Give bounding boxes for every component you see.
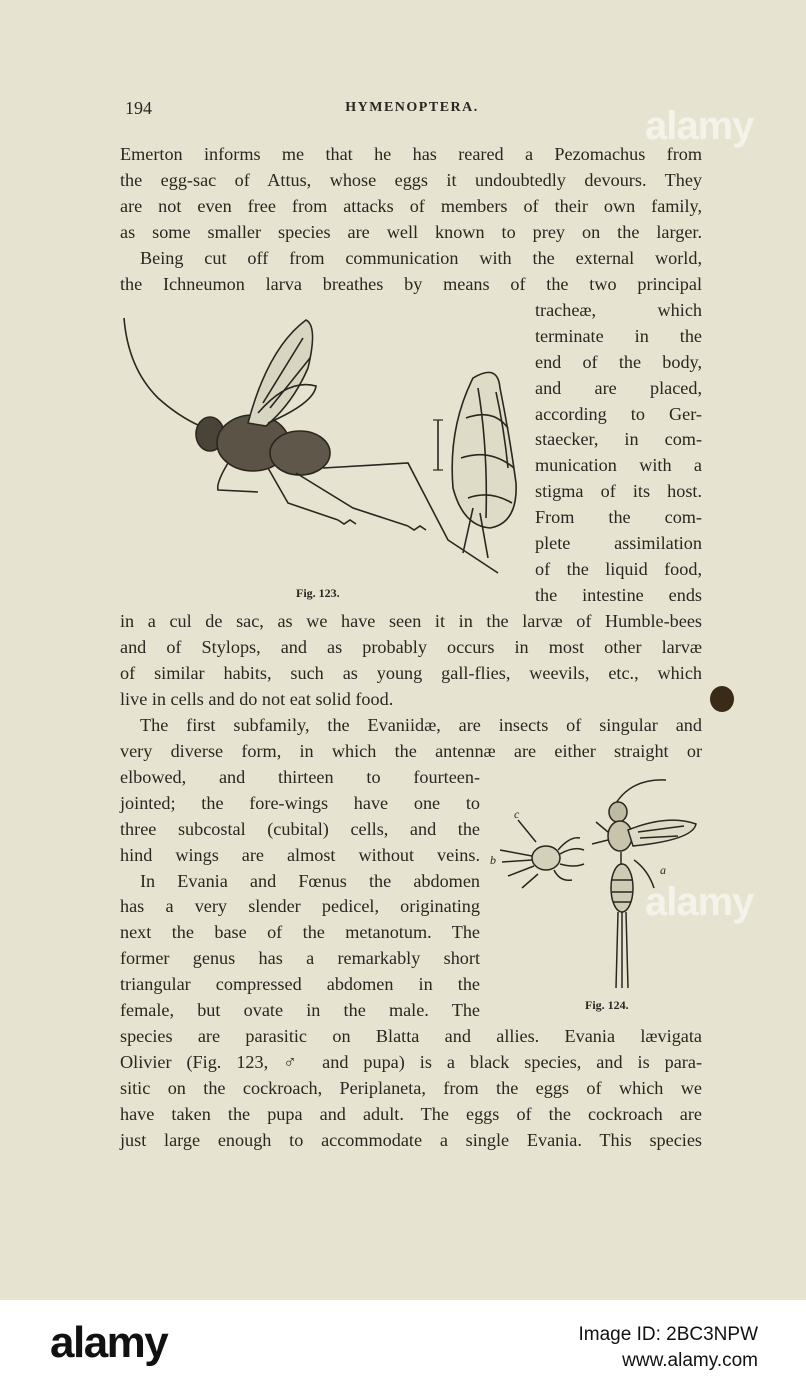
- text-line: the intestine ends: [535, 584, 702, 605]
- figure-124-label-a: a: [660, 863, 666, 877]
- text-line: In Evania and Fœnus the abdomen: [140, 870, 480, 891]
- figure-123-evania-illustration: [118, 308, 528, 583]
- figure-124-label-c: c: [514, 807, 520, 821]
- text-line: female, but ovate in the male. The: [120, 1000, 480, 1021]
- text-line: are not even free from attacks of members of their own family,: [120, 195, 702, 216]
- text-line: sitic on the cockroach, Periplaneta, from the eggs of which we: [120, 1077, 702, 1098]
- footer-credits: [579, 1322, 759, 1374]
- text-line: species are parasitic on Blatta and allies. Evania lævigata: [120, 1026, 702, 1046]
- text-line: Emerton informs me that he has reared a Pezomachus from: [120, 144, 702, 164]
- paragraph-evaniidae-start: [120, 713, 702, 765]
- paragraph-ichneumon-column: [535, 298, 702, 609]
- text-line: have taken the pupa and adult. The eggs of the cockroach are: [120, 1103, 702, 1124]
- running-head: HYMENOPTERA.: [345, 100, 479, 115]
- text-line: of the liquid food,: [535, 558, 702, 579]
- text-line: the egg-sac of Attus, whose eggs it undoubtedly devours. They: [120, 169, 702, 190]
- text-line: the Ichneumon larva breathes by means of the two principal: [120, 273, 702, 294]
- text-line: munication with a: [535, 455, 702, 476]
- text-line: and of Stylops, and as probably occurs in most other larvæ: [120, 636, 702, 657]
- ink-blot: [710, 686, 734, 712]
- text-line: The first subfamily, the Evaniidæ, are insects of singular and: [140, 715, 702, 735]
- text-line: end of the body,: [535, 351, 702, 372]
- text-line: live in cells and do not eat solid food.: [120, 688, 394, 709]
- text-line: of similar habits, such as young gall-flies, weevils, etc., which: [120, 662, 702, 683]
- text-line: hind wings are almost without veins.: [120, 844, 480, 865]
- text-line: according to Ger-: [535, 403, 702, 424]
- image-id: Image ID: 2BC3NPW: [578, 1324, 758, 1345]
- text-line: elbowed, and thirteen to fourteen-: [120, 767, 480, 787]
- text-line: triangular compressed abdomen in the: [120, 974, 480, 995]
- paragraph-evaniidae-column: [120, 765, 480, 1024]
- text-line: and are placed,: [535, 377, 702, 398]
- text-line: in a cul de sac, as we have seen it in the larvæ of Humble-bees: [120, 611, 702, 631]
- paragraph-cul-de-sac: [120, 609, 702, 713]
- text-line: Being cut off from communication with the external world,: [140, 248, 702, 268]
- paragraph-pezomachus: [120, 142, 702, 246]
- text-line: From the com-: [535, 507, 702, 528]
- text-line: stigma of its host.: [535, 481, 702, 502]
- text-line: very diverse form, in which the antennæ are either straight or: [120, 740, 702, 761]
- text-line: jointed; the fore-wings have one to: [120, 792, 480, 813]
- figure-124-label-b: b: [490, 853, 496, 867]
- text-line: as some smaller species are well known to prey on the larger.: [120, 221, 702, 242]
- text-line: has a very slender pedicel, originating: [120, 896, 480, 917]
- text-line: tracheæ, which: [535, 300, 702, 320]
- paragraph-evania-laevigata: [120, 1024, 702, 1153]
- text-line: Olivier (Fig. 123, ♂ and pupa) is a black species, and is para-: [120, 1051, 702, 1072]
- text-line: three subcostal (cubital) cells, and the: [120, 818, 480, 839]
- paragraph-ichneumon-start: [120, 246, 702, 298]
- site-url: www.alamy.com: [622, 1350, 758, 1371]
- alamy-logo: alamy: [50, 1318, 168, 1367]
- watermark: alamy: [645, 104, 754, 148]
- text-line: next the base of the metanotum. The: [120, 922, 480, 943]
- page-number: 194: [125, 98, 152, 118]
- watermark: alamy: [645, 880, 754, 924]
- text-line: former genus has a remarkably short: [120, 948, 480, 969]
- text-line: plete assimilation: [535, 533, 702, 554]
- figure-123-caption: Fig. 123.: [296, 586, 340, 600]
- figure-124-caption: Fig. 124.: [585, 998, 629, 1012]
- evania-adult-and-pupa-drawing: [118, 308, 528, 583]
- page-header: [122, 98, 702, 124]
- text-line: just large enough to accommodate a single Evania. This species: [120, 1129, 702, 1150]
- text-line: staecker, in com-: [535, 429, 702, 450]
- text-line: terminate in the: [535, 325, 702, 346]
